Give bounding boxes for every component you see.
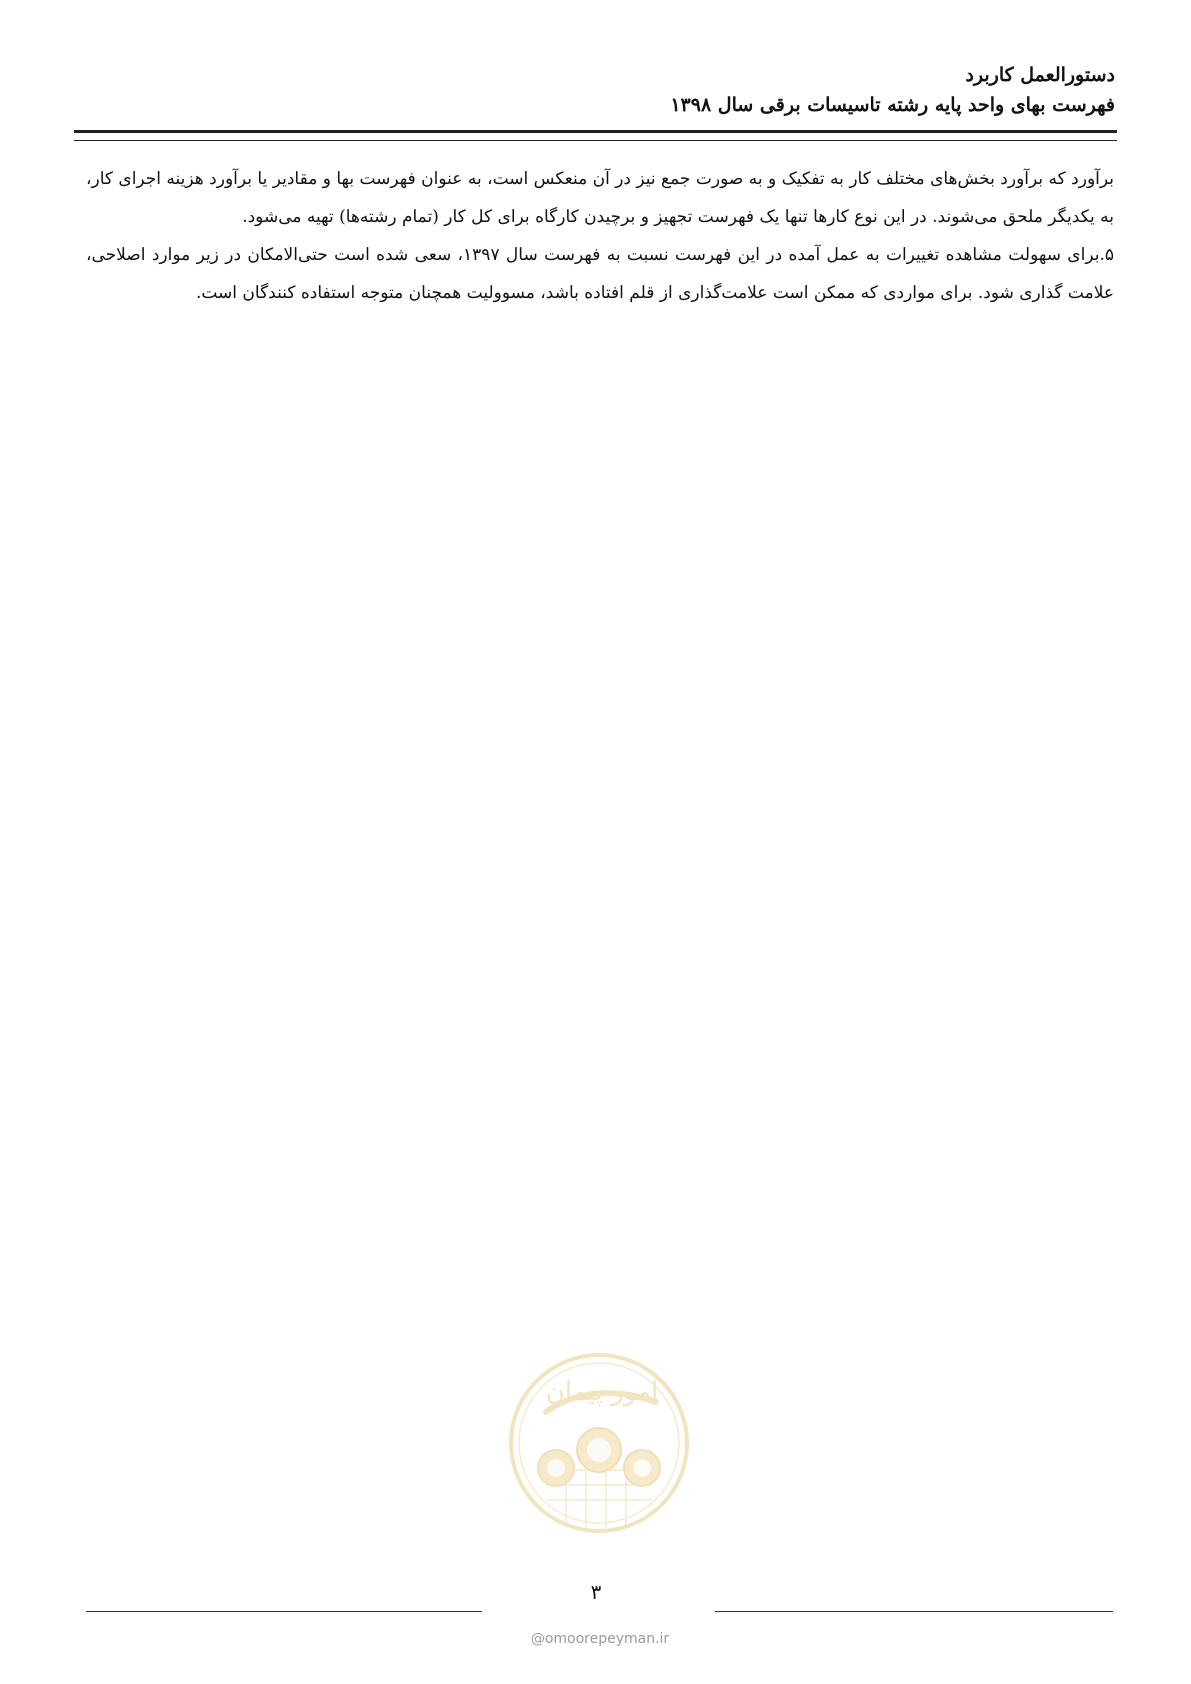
body-text [86,160,1114,312]
site-link[interactable]: @omoorepeyman.ir [530,1631,670,1647]
footer-divider-right [715,1611,1113,1612]
page-header [74,60,1115,120]
paragraph: ۵.برای سهولت مشاهده تغییرات به عمل آمده در این فهرست نسبت به فهرست سال ۱۳۹۷، سعی شده است حتی‌الامکان در زیر موارد اصلاحی، علامت گذاری شود. برای مواردی که ممکن است علامت‌گذاری از قلم افتاده باشد، مسوولیت همچنان متوجه استفاده کنندگان است. [86,245,1114,303]
footer-divider-left [86,1611,482,1612]
header-subtitle: فهرست بهای واحد پایه رشته تاسیسات برقی سال ۱۳۹۸ [670,94,1115,116]
omoorepeyman-logo-icon [506,1350,692,1536]
page-number: ۳ [590,1580,602,1604]
watermark-text: امور پیمان [545,1377,659,1407]
header-title: دستورالعمل کاربرد [965,64,1115,86]
paragraph: برآورد که برآورد بخش‌های مختلف کار به تفکیک و به صورت جمع نیز در آن منعکس است، به عنوان فهرست بها و مقادیر یا برآورد هزینه اجرای کار، به یکدیگر ملحق می‌شوند. در این نوع کارها تنها یک فهرست تجهیز و برچیدن کارگاه برای کل کار (تمام رشته‌ها) تهیه می‌شود. [86,169,1114,227]
header-divider [74,130,1117,141]
